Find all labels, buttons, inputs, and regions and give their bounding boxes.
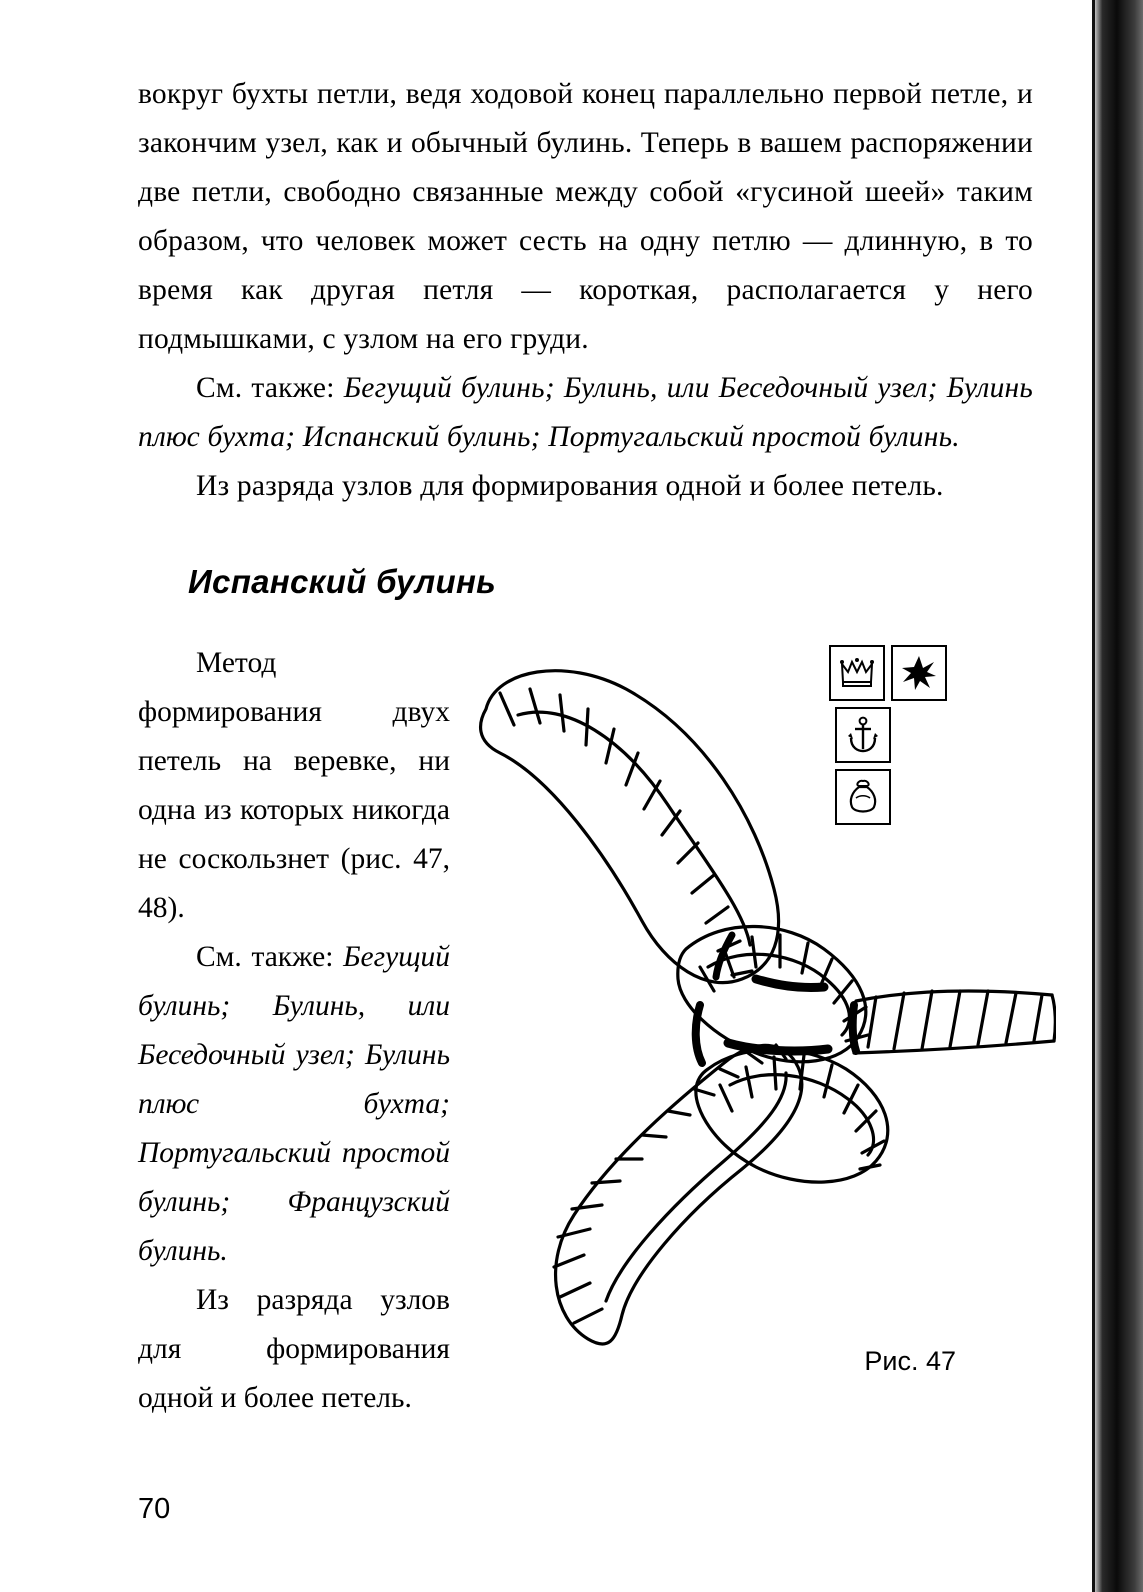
see-also-bottom: [138, 933, 450, 1276]
icon-row-bottom: [829, 769, 949, 831]
icon-row-top: [829, 645, 949, 707]
anchor-icon-glyph: [846, 716, 880, 754]
see-also-list: Бегущий булинь; Булинь, или Беседочный узел; Булинь плюс бухта; Испанский булинь; Португальский простой булинь.: [138, 372, 1033, 453]
bag-icon: [835, 769, 891, 825]
crown-icon-glyph: [838, 656, 876, 690]
star-burst-icon: [891, 645, 947, 701]
see-also-list-bottom: Бегущий булинь; Булинь, или Беседочный узел; Булинь плюс бухта; Португальский простой булинь; Французский булинь.: [138, 941, 450, 1267]
icon-row-middle: [829, 707, 949, 769]
figure-caption: Рис. 47: [864, 1346, 956, 1376]
crown-icon: [829, 645, 885, 701]
category-icon-stack: [829, 645, 949, 831]
method-paragraph: Метод формирования двух петель на веревке, ни одна из которых никогда не соскользнет (рис. 47, 48).: [138, 647, 450, 924]
see-also-label-bottom: См. также:: [196, 941, 344, 973]
anchor-icon: [835, 707, 891, 763]
page-number: 70: [138, 1493, 171, 1525]
knot-illustration: [456, 649, 1056, 1369]
left-text-column: [138, 639, 450, 1423]
figure-spanish-bowline: [456, 649, 1056, 1376]
see-also-label: См. также:: [196, 372, 344, 404]
paragraph-continued: вокруг бухты петли, ведя ходовой конец параллельно первой петле, и закончим узел, как и обычный булинь. Теперь в вашем распоряжении две петли, свободно связанные между собой «гусиной шеей» таким образом, что человек может сесть на одну петлю — длинную, в то время как другая петля — короткая, располагается у него подмышками, с узлом на его груди.: [138, 78, 1033, 355]
category-note-bottom: Из разряда узлов для формирования одной и более петель.: [138, 1284, 450, 1414]
section-heading: Испанский булинь: [188, 563, 497, 600]
category-note-top: Из разряда узлов для формирования одной и более петель.: [196, 470, 944, 502]
bag-icon-glyph: [846, 778, 880, 816]
star-burst-icon-glyph: [900, 654, 938, 692]
page-content: [138, 70, 1033, 1423]
scan-gutter-line: [1092, 0, 1095, 1592]
see-also-top: [138, 364, 1033, 462]
lower-section: [138, 639, 1033, 1423]
